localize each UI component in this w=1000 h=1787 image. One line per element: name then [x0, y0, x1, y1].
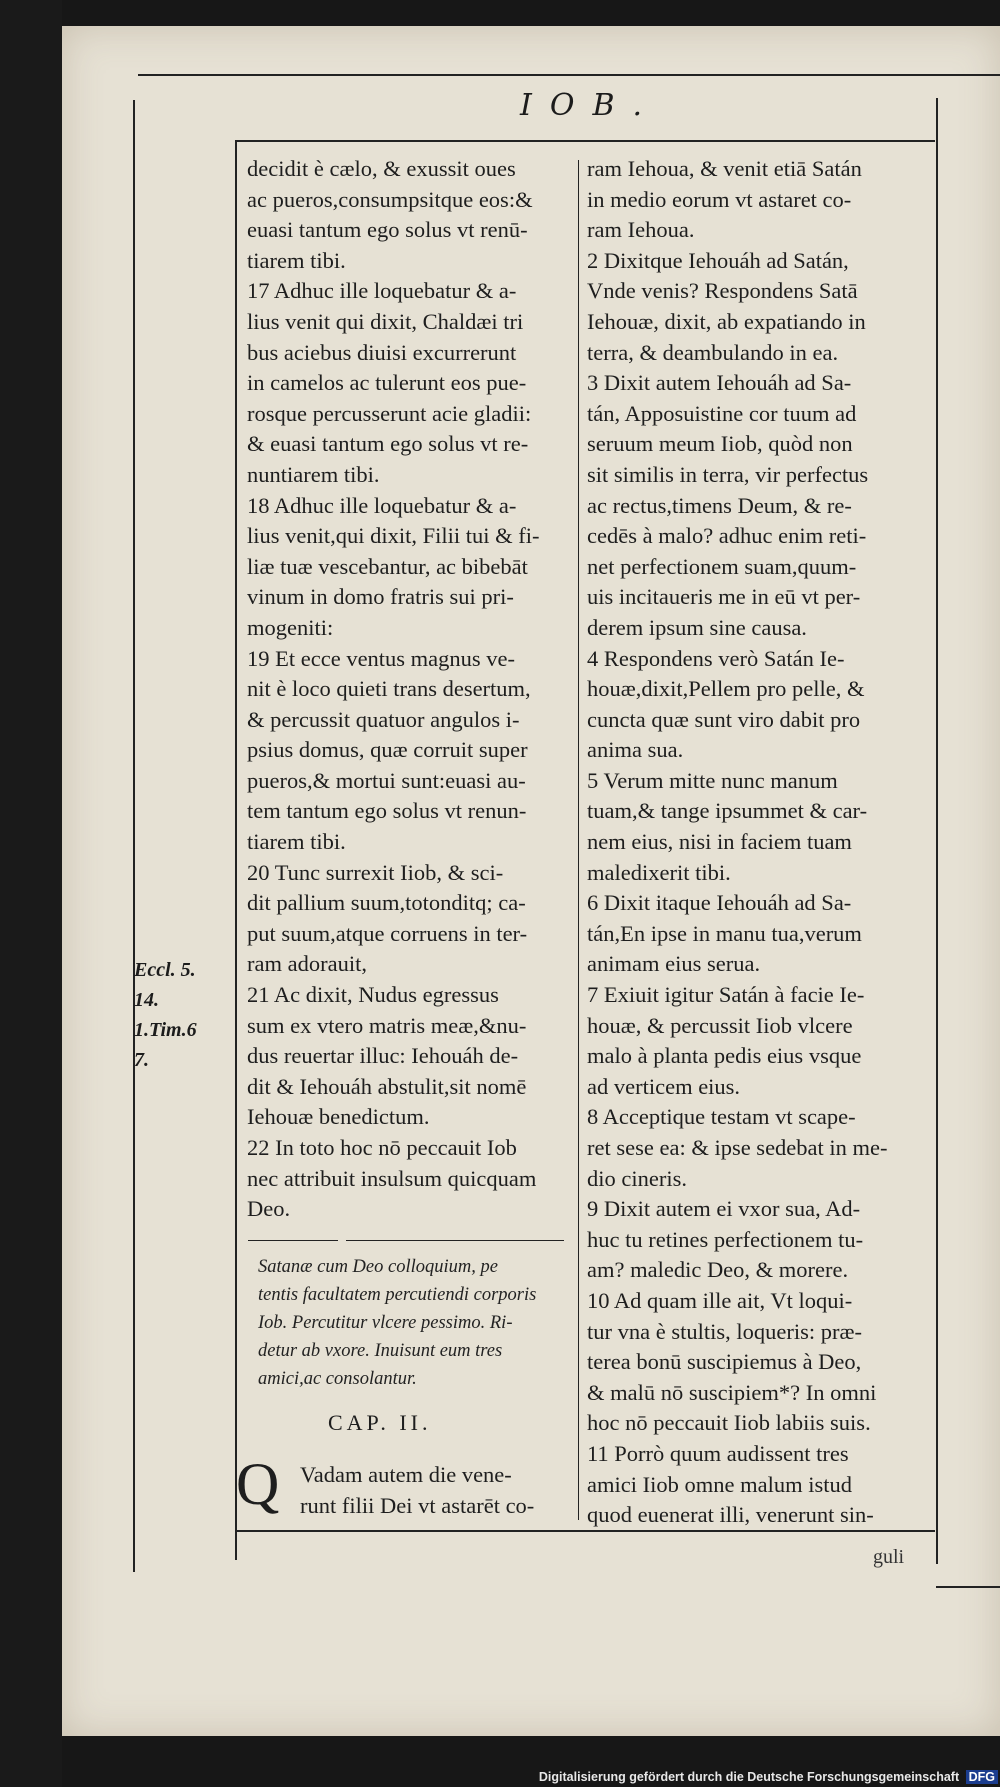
dfg-logo: DFG — [966, 1770, 998, 1784]
text-line: 5 Verum mitte nunc manum — [587, 767, 838, 793]
text-line: mogeniti: — [247, 614, 334, 640]
text-line: in camelos ac tulerunt eos pue- — [247, 370, 527, 396]
text-line: tán,En ipse in manu tua,verum — [587, 920, 862, 946]
text-line: seruum meum Iiob, quòd non — [587, 431, 853, 457]
text-line: ad verticem eius. — [587, 1073, 741, 1099]
text-line: terra, & deambulando in ea. — [587, 339, 839, 365]
text-line: 21 Ac dixit, Nudus egressus — [247, 982, 499, 1008]
catchword: guli — [873, 1546, 905, 1568]
text-line: psius domus, quæ corruit super — [247, 737, 528, 763]
text-line: dit & Iehouáh abstulit,sit nomē — [247, 1073, 527, 1099]
text-line: ac rectus,timens Deum, & re- — [587, 492, 852, 518]
text-line: vinum in domo fratris sui pri- — [247, 584, 514, 610]
right-column — [587, 154, 927, 1531]
left-column — [247, 154, 567, 1225]
text-line: ret sese ea: & ipse sedebat in me- — [587, 1135, 888, 1160]
text-line: 11 Porrò quum audissent tres — [587, 1440, 849, 1466]
text-line: houæ,dixit,Pellem pro pelle, & — [587, 676, 865, 702]
text-line: uis incitaueris me in eū vt per- — [587, 584, 861, 610]
text-line: ac pueros,consumpsitque eos:& — [247, 186, 533, 212]
outer-left-rule — [133, 100, 135, 1572]
text-line: tur vna è stultis, loqueris: præ- — [587, 1318, 862, 1344]
text-line: malo à planta pedis eius vsque — [587, 1043, 862, 1069]
text-line: rosque percusserunt acie gladii: — [247, 400, 532, 426]
digitization-credit — [539, 1770, 998, 1784]
text-line: dit pallium suum,totonditq; ca- — [247, 890, 526, 916]
text-line: nuntiarem tibi. — [247, 461, 380, 487]
text-line: 10 Ad quam ille ait, Vt loqui- — [587, 1287, 853, 1313]
drop-capital: Q — [236, 1451, 280, 1517]
scan-border — [0, 0, 62, 1787]
text-line: terea bonū suscipiemus à Deo, — [587, 1349, 862, 1375]
column-divider — [578, 160, 579, 1520]
text-line: 9 Dixit autem ei vxor sua, Ad- — [587, 1196, 861, 1222]
text-line: dus reuertar illuc: Iehouáh de- — [247, 1043, 519, 1069]
text-line: put suum,atque corruens in ter- — [247, 920, 528, 946]
text-line: bus aciebus diuisi excurrerunt — [247, 339, 517, 365]
text-line: ram Iehoua, & venit etiā Satán — [587, 156, 862, 181]
text-line: Satanæ cum Deo colloquium, pe — [258, 1257, 498, 1277]
text-line: 22 In toto hoc nō peccauit Iob — [247, 1135, 517, 1160]
text-line: 8 Acceptique testam vt scape- — [587, 1104, 856, 1130]
text-line: huc tu retines perfectionem tu- — [587, 1226, 864, 1252]
text-line: 18 Adhuc ille loquebatur & a- — [247, 492, 517, 518]
chapter-heading: CAP. II. — [328, 1410, 432, 1435]
text-line: am? maledic Deo, & morere. — [587, 1257, 849, 1283]
text-line: 6 Dixit itaque Iehouáh ad Sa- — [587, 890, 852, 916]
text-line: tentis facultatem percutiendi corporis — [258, 1285, 537, 1305]
text-line: detur ab vxore. Inuisunt eum tres — [258, 1341, 503, 1361]
margin-note: 14. — [134, 989, 159, 1011]
text-line: Iehouæ benedictum. — [247, 1104, 430, 1130]
text-line: maledixerit tibi. — [587, 859, 731, 885]
text-line: 19 Et ecce ventus magnus ve- — [247, 645, 516, 671]
text-line: & percussit quatuor angulos i- — [247, 706, 520, 732]
chapter-line: Vadam autem die vene- — [300, 1462, 512, 1487]
text-line: in medio eorum vt astaret co- — [587, 186, 852, 212]
text-line: tiarem tibi. — [247, 247, 346, 273]
running-head: IOB. — [520, 88, 661, 123]
text-line: tem tantum ego solus vt renun- — [247, 798, 527, 824]
text-line: hoc nō peccauit Iiob labiis suis. — [587, 1410, 871, 1436]
text-line: houæ, & percussit Iiob vlcere — [587, 1012, 853, 1038]
text-line: pueros,& mortui sunt:euasi au- — [247, 767, 526, 793]
text-line: 17 Adhuc ille loquebatur & a- — [247, 278, 517, 304]
text-line: animam eius serua. — [587, 951, 761, 977]
text-line: 7 Exiuit igitur Satán à facie Ie- — [587, 982, 865, 1008]
margin-note: 7. — [134, 1049, 149, 1071]
text-line: ram adorauit, — [247, 951, 367, 977]
text-line: cuncta quæ sunt viro dabit pro — [587, 706, 861, 732]
text-line: 3 Dixit autem Iehouáh ad Sa- — [587, 370, 852, 396]
right-rule — [936, 98, 938, 1564]
text-line: amici Iiob omne malum istud — [587, 1471, 852, 1497]
text-line: Deo. — [247, 1196, 291, 1222]
text-line: & malū nō suscipiem*? In omni — [587, 1379, 877, 1405]
text-line: derem ipsum sine causa. — [587, 614, 807, 640]
margin-note: Eccl. 5. — [134, 959, 196, 981]
text-line: 4 Respondens verò Satán Ie- — [587, 645, 845, 671]
credit-text: Digitalisierung gefördert durch die Deutsche Forschungsgemeinschaft — [538, 1770, 960, 1784]
text-line: 2 Dixitque Iehouáh ad Satán, — [587, 247, 849, 273]
top-rule — [138, 74, 1000, 76]
text-line: lius venit qui dixit, Chaldæi tri — [247, 308, 524, 334]
chapter-line: runt filii Dei vt astarēt co- — [300, 1493, 535, 1518]
text-line: anima sua. — [587, 737, 684, 763]
text-line: ram Iehoua. — [587, 217, 695, 243]
text-line: cedēs à malo? adhuc enim reti- — [587, 523, 867, 549]
summary-rule-left — [248, 1240, 338, 1241]
text-line: tán, Apposuistine cor tuum ad — [587, 400, 857, 426]
text-line: net perfectionem suam,quum- — [587, 553, 857, 579]
text-line: dio cineris. — [587, 1165, 687, 1191]
summary-rule-right — [346, 1240, 564, 1241]
header-rule — [235, 140, 935, 142]
text-line: nit è loco quieti trans desertum, — [247, 676, 531, 702]
text-line: liæ tuæ vescebantur, ac bibebāt — [247, 553, 528, 579]
text-line: tiarem tibi. — [247, 829, 346, 855]
text-line: nem eius, nisi in faciem tuam — [587, 829, 852, 855]
chapter-summary — [258, 1253, 570, 1393]
text-line: sum ex vtero matris meæ,&nu- — [247, 1012, 527, 1038]
text-line: sit similis in terra, vir perfectus — [587, 461, 869, 487]
text-line: tuam,& tange ipsummet & car- — [587, 798, 868, 824]
text-line: Vnde venis? Respondens Satā — [587, 278, 858, 304]
margin-notes — [134, 955, 197, 1075]
text-line: euasi tantum ego solus vt renū- — [247, 217, 528, 243]
text-line: amici,ac consolantur. — [258, 1369, 417, 1389]
inner-left-rule — [235, 140, 237, 1560]
text-line: 20 Tunc surrexit Iiob, & sci- — [247, 859, 504, 885]
text-line: decidit è cælo, & exussit oues — [247, 156, 516, 181]
text-line: Iehouæ, dixit, ab expatiando in — [587, 308, 866, 334]
text-line: quod euenerat illi, venerunt sin- — [587, 1502, 874, 1528]
text-line: nec attribuit insulsum quicquam — [247, 1165, 537, 1191]
outer-bottom-rule — [936, 1586, 1000, 1588]
text-line: Iob. Percutitur vlcere pessimo. Ri- — [258, 1313, 513, 1333]
margin-note: 1.Tim.6 — [134, 1019, 197, 1041]
text-line: lius venit,qui dixit, Filii tui & fi- — [247, 523, 540, 549]
text-line: & euasi tantum ego solus vt re- — [247, 431, 529, 457]
